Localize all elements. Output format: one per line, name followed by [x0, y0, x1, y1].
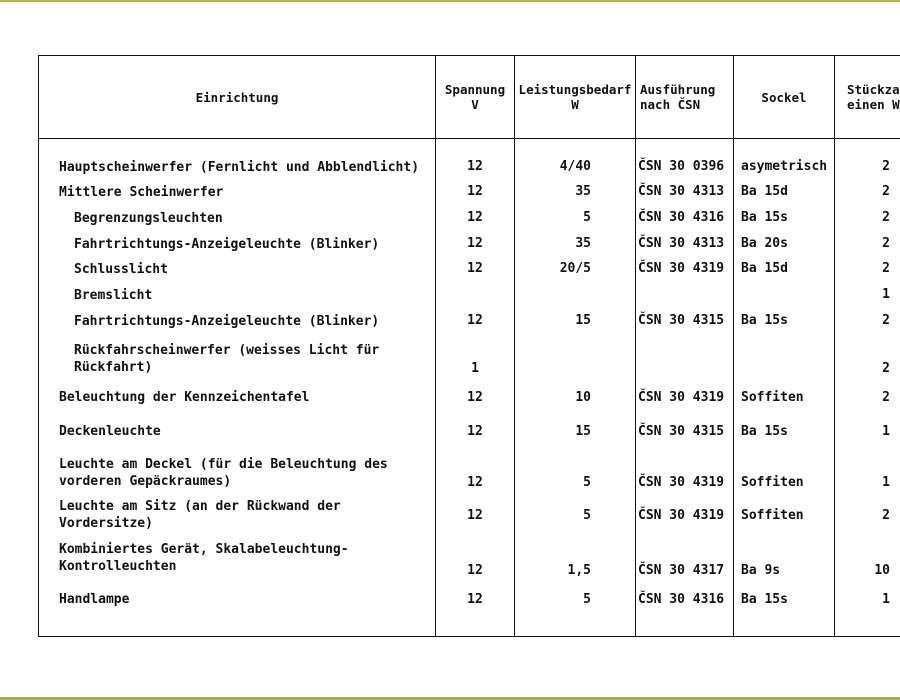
table-row	[39, 313, 900, 338]
row-spannung: 12	[436, 236, 515, 261]
lamp-specification-table	[38, 55, 900, 637]
row-ausfuehrung: ČSN 30 4317	[636, 532, 734, 584]
row-stueckzahl: 2	[835, 261, 900, 287]
row-leistung: 10	[515, 380, 636, 414]
row-spannung: 12	[436, 261, 515, 287]
row-description: Handlampe	[39, 584, 436, 614]
row-sockel: Soffiten	[734, 498, 835, 532]
row-description: Schlusslicht	[39, 261, 436, 287]
table-row	[39, 159, 900, 184]
row-ausfuehrung: ČSN 30 4319	[636, 448, 734, 498]
table-row	[39, 498, 900, 532]
row-stueckzahl: 2	[835, 498, 900, 532]
row-sockel: Soffiten	[734, 448, 835, 498]
row-stueckzahl: 2	[835, 184, 900, 210]
row-spannung: 12	[436, 159, 515, 184]
row-leistung: 5	[515, 584, 636, 614]
table-row	[39, 414, 900, 448]
header-ausfuehrung-sub: nach ČSN	[640, 97, 701, 112]
row-sockel	[734, 338, 835, 380]
row-spannung: 12	[436, 532, 515, 584]
row-sockel: Ba 15s	[734, 414, 835, 448]
row-sockel: Ba 9s	[734, 532, 835, 584]
header-spannung	[436, 56, 515, 139]
header-spannung-label: Spannung	[444, 82, 506, 97]
row-ausfuehrung: ČSN 30 4316	[636, 584, 734, 614]
table-header-row	[39, 56, 900, 139]
row-stueckzahl: 2	[835, 338, 900, 380]
row-description: Beleuchtung der Kennzeichentafel	[39, 380, 436, 414]
row-ausfuehrung: ČSN 30 0396	[636, 159, 734, 184]
spacer-row	[39, 614, 900, 637]
row-spannung: 12	[436, 380, 515, 414]
row-leistung: 5	[515, 210, 636, 236]
row-stueckzahl: 10	[835, 532, 900, 584]
top-border-line	[0, 0, 900, 2]
row-ausfuehrung: ČSN 30 4319	[636, 261, 734, 287]
row-sockel: Ba 15d	[734, 261, 835, 287]
row-sockel	[734, 287, 835, 313]
row-ausfuehrung: ČSN 30 4315	[636, 313, 734, 338]
row-leistung: 35	[515, 184, 636, 210]
row-sockel: Ba 15s	[734, 313, 835, 338]
row-description: Kombiniertes Gerät, Skalabeleuchtung-Kontrolleuchten	[39, 532, 436, 584]
row-ausfuehrung	[636, 338, 734, 380]
row-ausfuehrung: ČSN 30 4315	[636, 414, 734, 448]
row-description: Fahrtrichtungs-Anzeigeleuchte (Blinker)	[39, 236, 436, 261]
row-stueckzahl: 2	[835, 159, 900, 184]
row-ausfuehrung: ČSN 30 4319	[636, 498, 734, 532]
row-ausfuehrung: ČSN 30 4313	[636, 236, 734, 261]
row-spannung: 1	[436, 338, 515, 380]
row-leistung	[515, 287, 636, 313]
table-row	[39, 261, 900, 287]
row-leistung: 20/5	[515, 261, 636, 287]
lamp-table-container	[38, 55, 900, 641]
row-leistung: 1,5	[515, 532, 636, 584]
header-sockel: Sockel	[734, 56, 835, 139]
row-stueckzahl: 2	[835, 380, 900, 414]
row-description: Fahrtrichtungs-Anzeigeleuchte (Blinker)	[39, 313, 436, 338]
row-sockel: Ba 20s	[734, 236, 835, 261]
row-leistung: 4/40	[515, 159, 636, 184]
row-description: Leuchte am Sitz (an der Rückwand der Vordersitze)	[39, 498, 436, 532]
header-stueck-label: Stückza	[847, 82, 900, 97]
header-ausfuehrung	[636, 56, 734, 139]
row-leistung: 15	[515, 414, 636, 448]
table-row	[39, 532, 900, 584]
row-ausfuehrung: ČSN 30 4313	[636, 184, 734, 210]
row-leistung: 35	[515, 236, 636, 261]
spacer-row	[39, 139, 900, 160]
table-row	[39, 184, 900, 210]
row-description: Rückfahrscheinwerfer (weisses Licht für Rückfahrt)	[39, 338, 436, 380]
row-description: Begrenzungsleuchten	[39, 210, 436, 236]
row-spannung: 12	[436, 414, 515, 448]
row-spannung: 12	[436, 498, 515, 532]
row-sockel: asymetrisch	[734, 159, 835, 184]
row-stueckzahl: 2	[835, 236, 900, 261]
table-row	[39, 210, 900, 236]
table-row	[39, 236, 900, 261]
row-stueckzahl: 1	[835, 584, 900, 614]
row-description: Leuchte am Deckel (für die Beleuchtung des vorderen Gepäckraumes)	[39, 448, 436, 498]
row-leistung: 5	[515, 498, 636, 532]
row-description: Hauptscheinwerfer (Fernlicht und Abblendlicht)	[39, 159, 436, 184]
row-stueckzahl: 2	[835, 210, 900, 236]
row-description: Bremslicht	[39, 287, 436, 313]
row-ausfuehrung: ČSN 30 4316	[636, 210, 734, 236]
row-spannung: 12	[436, 584, 515, 614]
row-leistung	[515, 338, 636, 380]
header-spannung-unit: V	[471, 97, 479, 112]
row-spannung: 12	[436, 210, 515, 236]
header-einrichtung: Einrichtung	[39, 56, 436, 139]
row-ausfuehrung: ČSN 30 4319	[636, 380, 734, 414]
row-sockel: Ba 15s	[734, 210, 835, 236]
row-sockel: Ba 15s	[734, 584, 835, 614]
table-row	[39, 338, 900, 380]
header-leistung-unit: W	[571, 97, 579, 112]
row-ausfuehrung	[636, 287, 734, 313]
header-ausfuehrung-label: Ausführung	[640, 82, 716, 97]
row-description: Mittlere Scheinwerfer	[39, 184, 436, 210]
table-row	[39, 287, 900, 313]
header-stueckzahl	[835, 56, 900, 139]
row-stueckzahl: 1	[835, 414, 900, 448]
row-spannung: 12	[436, 448, 515, 498]
row-leistung: 5	[515, 448, 636, 498]
header-leistungsbedarf	[515, 56, 636, 139]
row-sockel: Ba 15d	[734, 184, 835, 210]
row-description: Deckenleuchte	[39, 414, 436, 448]
row-spannung: 12	[436, 313, 515, 338]
header-stueck-sub: einen W	[847, 97, 900, 112]
header-leistung-label: Leistungsbedarf	[518, 82, 632, 97]
table-row	[39, 448, 900, 498]
table-row	[39, 380, 900, 414]
row-spannung	[436, 287, 515, 313]
row-stueckzahl: 1	[835, 448, 900, 498]
table-row	[39, 584, 900, 614]
row-leistung: 15	[515, 313, 636, 338]
row-stueckzahl: 1	[835, 287, 900, 313]
row-spannung: 12	[436, 184, 515, 210]
row-stueckzahl: 2	[835, 313, 900, 338]
row-sockel: Soffiten	[734, 380, 835, 414]
